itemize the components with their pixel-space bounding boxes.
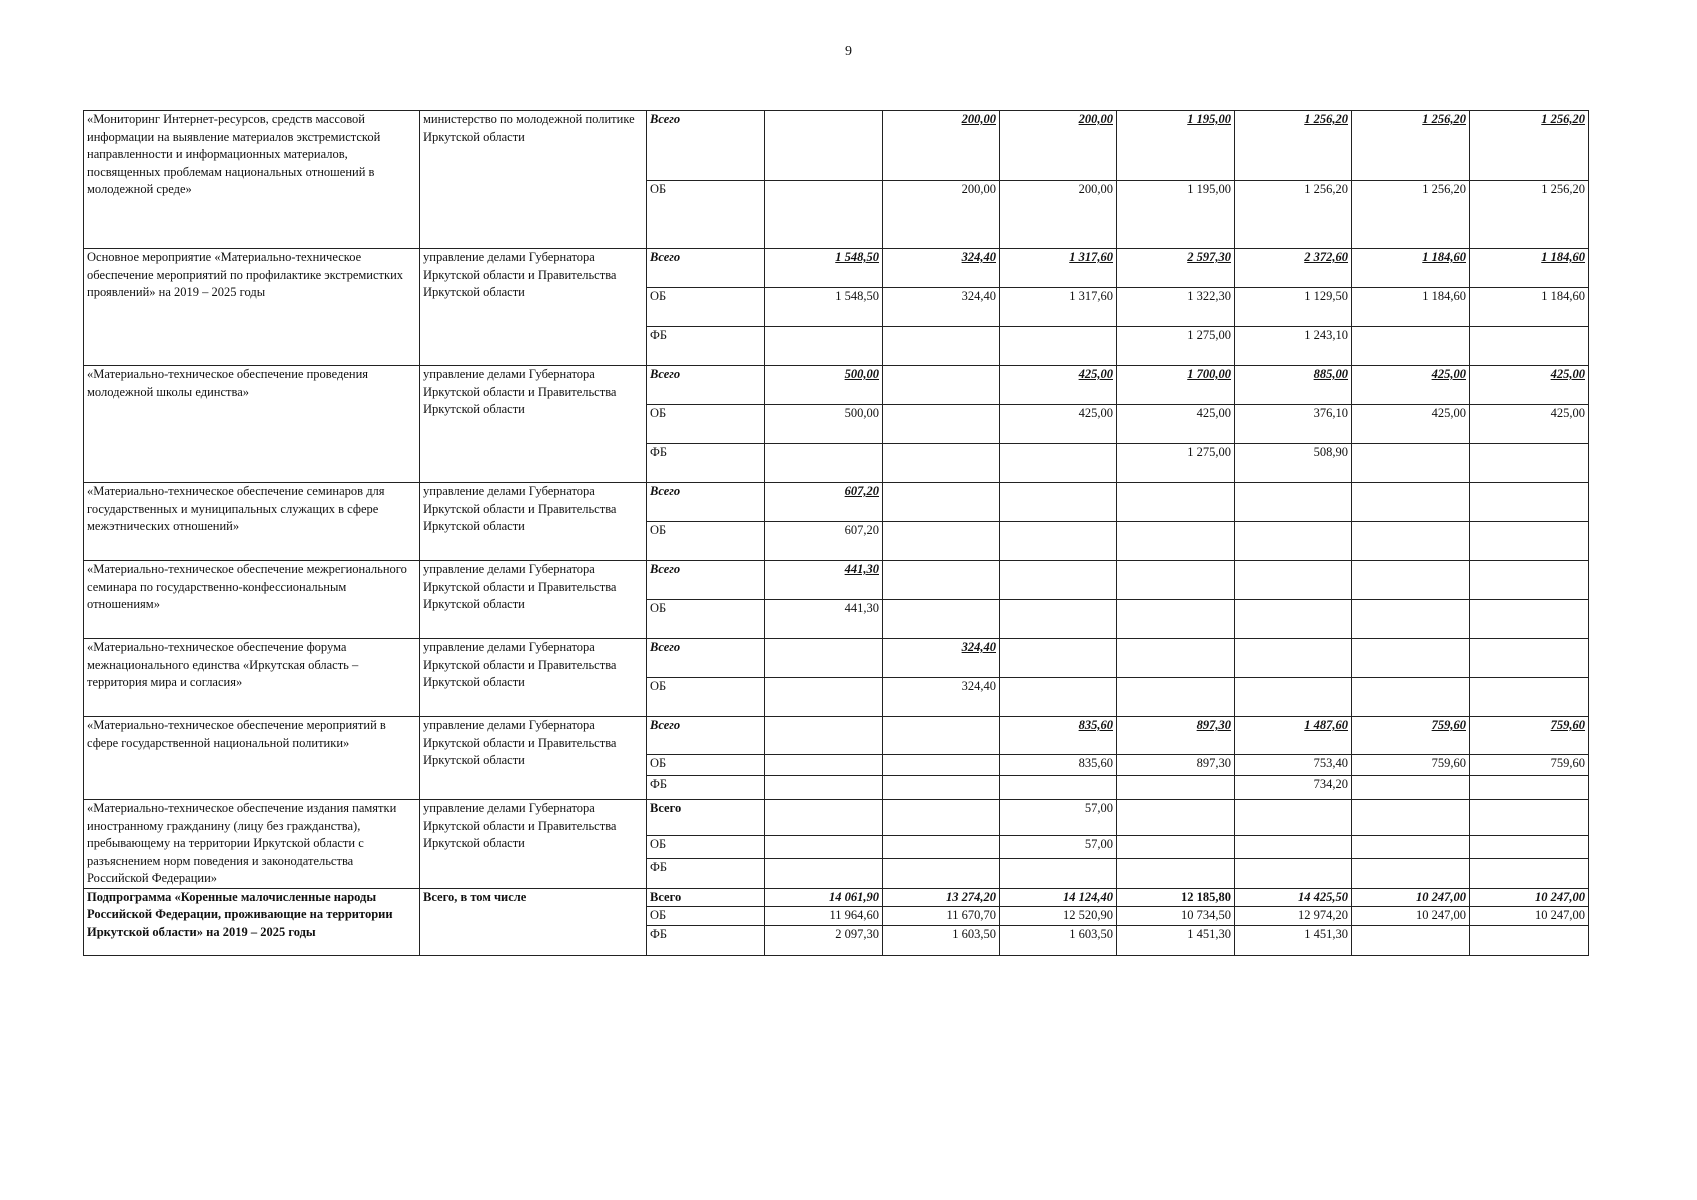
amount-cell <box>765 800 883 836</box>
amount-cell <box>1352 327 1470 366</box>
executor: управление делами Губернатора Иркутской области и Правительства Иркутской области <box>420 800 647 889</box>
amount-cell <box>1470 836 1589 858</box>
amount-cell <box>1235 483 1352 522</box>
amount-cell: 57,00 <box>1000 800 1117 836</box>
table-row <box>84 561 1589 600</box>
amount-cell: 200,00 <box>1000 181 1117 249</box>
amount-cell <box>1000 858 1117 888</box>
page-number: 9 <box>845 44 852 59</box>
amount-value: 500,00 <box>844 367 879 381</box>
amount-cell <box>1235 561 1352 600</box>
amount-cell: 425,00 <box>1000 405 1117 444</box>
amount-cell: 607,20 <box>765 522 883 561</box>
amount-cell <box>1352 776 1470 800</box>
amount-cell <box>883 111 1000 181</box>
amount-cell <box>1470 444 1589 483</box>
amount-value: 425,00 <box>1078 367 1113 381</box>
funding-source: ОБ <box>647 181 765 249</box>
funding-source: Всего <box>647 717 765 755</box>
amount-cell: 753,40 <box>1235 755 1352 776</box>
amount-cell: 759,60 <box>1352 755 1470 776</box>
measure-name: «Материально-техническое обеспечение семинаров для государственных и муниципальных служащих в сфере межэтнических отношений» <box>84 483 420 561</box>
amount-cell <box>1352 600 1470 639</box>
funding-source: Всего <box>647 561 765 600</box>
funding-source: Всего <box>647 249 765 288</box>
amount-cell <box>1470 483 1589 522</box>
amount-cell <box>883 249 1000 288</box>
amount-cell <box>1117 366 1235 405</box>
amount-value: 1 184,60 <box>1541 250 1585 264</box>
amount-cell <box>765 776 883 800</box>
amount-cell: 10 247,00 <box>1470 888 1589 907</box>
amount-value: 1 195,00 <box>1187 112 1231 126</box>
amount-cell <box>1470 600 1589 639</box>
amount-value: 759,60 <box>1431 718 1466 732</box>
table-body <box>84 111 1589 956</box>
funding-source: ФБ <box>647 858 765 888</box>
amount-cell <box>765 678 883 717</box>
amount-cell: 2 097,30 <box>765 925 883 955</box>
funding-source: Всего <box>647 111 765 181</box>
amount-cell <box>1235 717 1352 755</box>
amount-cell: 1 275,00 <box>1117 327 1235 366</box>
amount-cell: 441,30 <box>765 600 883 639</box>
amount-cell <box>1117 858 1235 888</box>
amount-cell <box>883 483 1000 522</box>
amount-cell: 1 256,20 <box>1352 181 1470 249</box>
amount-cell <box>765 639 883 678</box>
amount-cell: 14 124,40 <box>1000 888 1117 907</box>
amount-value: 885,00 <box>1313 367 1348 381</box>
amount-cell <box>1352 858 1470 888</box>
amount-cell <box>1235 639 1352 678</box>
executor: министерство по молодежной политике Иркутской области <box>420 111 647 249</box>
amount-cell: 1 317,60 <box>1000 288 1117 327</box>
amount-cell <box>883 405 1000 444</box>
funding-source: ОБ <box>647 907 765 926</box>
amount-cell <box>883 755 1000 776</box>
amount-cell <box>765 483 883 522</box>
measure-name: «Материально-техническое обеспечение проведения молодежной школы единства» <box>84 366 420 483</box>
amount-cell <box>1235 800 1352 836</box>
amount-cell: 500,00 <box>765 405 883 444</box>
funding-source: Всего <box>647 483 765 522</box>
funding-source: ОБ <box>647 288 765 327</box>
amount-cell <box>1000 561 1117 600</box>
amount-cell <box>1352 366 1470 405</box>
amount-cell <box>765 249 883 288</box>
amount-cell: 376,10 <box>1235 405 1352 444</box>
funding-source: Всего <box>647 366 765 405</box>
amount-cell: 13 274,20 <box>883 888 1000 907</box>
amount-cell: 1 256,20 <box>1470 181 1589 249</box>
executor: управление делами Губернатора Иркутской области и Правительства Иркутской области <box>420 717 647 800</box>
amount-cell <box>1352 522 1470 561</box>
executor: управление делами Губернатора Иркутской области и Правительства Иркутской области <box>420 249 647 366</box>
amount-cell <box>883 858 1000 888</box>
amount-cell <box>1000 366 1117 405</box>
amount-cell <box>1470 858 1589 888</box>
amount-value: 425,00 <box>1431 367 1466 381</box>
funding-source: ОБ <box>647 405 765 444</box>
amount-cell <box>1352 800 1470 836</box>
amount-value: 1 256,20 <box>1422 112 1466 126</box>
amount-value: 835,60 <box>1078 718 1113 732</box>
amount-cell <box>1352 717 1470 755</box>
amount-value: 2 372,60 <box>1304 250 1348 264</box>
amount-cell: 10 247,00 <box>1352 888 1470 907</box>
amount-cell <box>1000 600 1117 639</box>
amount-value: 324,40 <box>961 640 996 654</box>
amount-cell <box>883 561 1000 600</box>
amount-cell <box>883 639 1000 678</box>
amount-cell: 759,60 <box>1470 755 1589 776</box>
amount-cell <box>1235 836 1352 858</box>
amount-value: 1 256,20 <box>1541 112 1585 126</box>
amount-cell <box>1352 836 1470 858</box>
funding-source: ОБ <box>647 600 765 639</box>
amount-cell: 425,00 <box>1470 405 1589 444</box>
table-row <box>84 249 1589 288</box>
amount-value: 324,40 <box>961 250 996 264</box>
funding-source: ФБ <box>647 444 765 483</box>
amount-cell: 897,30 <box>1117 755 1235 776</box>
amount-cell <box>1352 111 1470 181</box>
funding-source: Всего <box>647 639 765 678</box>
amount-cell <box>765 181 883 249</box>
executor: Всего, в том числе <box>420 888 647 955</box>
funding-source: Всего <box>647 800 765 836</box>
amount-value: 607,20 <box>844 484 879 498</box>
amount-cell: 12 185,80 <box>1117 888 1235 907</box>
amount-cell <box>1000 444 1117 483</box>
amount-cell <box>1352 678 1470 717</box>
amount-cell: 57,00 <box>1000 836 1117 858</box>
amount-cell <box>883 366 1000 405</box>
table-row <box>84 366 1589 405</box>
amount-cell <box>1000 678 1117 717</box>
amount-cell: 1 275,00 <box>1117 444 1235 483</box>
amount-value: 1 184,60 <box>1422 250 1466 264</box>
measure-name: Основное мероприятие «Материально-техническое обеспечение мероприятий по профилактике экстремистких проявлений» на 2019 – 2025 годы <box>84 249 420 366</box>
amount-cell <box>1235 678 1352 717</box>
amount-cell <box>1352 925 1470 955</box>
amount-cell <box>765 561 883 600</box>
amount-cell: 1 184,60 <box>1352 288 1470 327</box>
amount-cell <box>1117 111 1235 181</box>
amount-cell <box>1470 925 1589 955</box>
amount-cell: 734,20 <box>1235 776 1352 800</box>
funding-source: Всего <box>647 888 765 907</box>
table-row <box>84 111 1589 181</box>
amount-cell <box>1470 678 1589 717</box>
amount-cell <box>1470 776 1589 800</box>
amount-cell <box>1235 249 1352 288</box>
funding-source: ОБ <box>647 755 765 776</box>
amount-cell <box>765 444 883 483</box>
amount-cell <box>1470 111 1589 181</box>
amount-cell <box>1117 600 1235 639</box>
amount-cell <box>1470 249 1589 288</box>
amount-cell: 508,90 <box>1235 444 1352 483</box>
amount-cell <box>1117 678 1235 717</box>
amount-cell <box>883 600 1000 639</box>
amount-cell: 1 603,50 <box>883 925 1000 955</box>
amount-cell: 200,00 <box>883 181 1000 249</box>
table-row <box>84 717 1589 755</box>
amount-cell: 11 964,60 <box>765 907 883 926</box>
amount-cell <box>883 444 1000 483</box>
executor: управление делами Губернатора Иркутской области и Правительства Иркутской области <box>420 366 647 483</box>
amount-value: 200,00 <box>961 112 996 126</box>
amount-cell <box>1352 444 1470 483</box>
amount-cell <box>1352 249 1470 288</box>
amount-cell <box>765 858 883 888</box>
amount-cell <box>1470 327 1589 366</box>
amount-cell: 1 256,20 <box>1235 181 1352 249</box>
amount-value: 441,30 <box>844 562 879 576</box>
amount-cell <box>765 327 883 366</box>
amount-cell <box>1117 249 1235 288</box>
amount-cell <box>1352 561 1470 600</box>
amount-cell <box>1117 483 1235 522</box>
amount-cell: 1 451,30 <box>1235 925 1352 955</box>
amount-value: 2 597,30 <box>1187 250 1231 264</box>
amount-cell <box>1000 111 1117 181</box>
amount-cell <box>1470 717 1589 755</box>
amount-cell <box>1000 776 1117 800</box>
amount-value: 200,00 <box>1078 112 1113 126</box>
amount-cell <box>883 836 1000 858</box>
measure-name: «Материально-техническое обеспечение форума межнационального единства «Иркутская область – территория мира и согласия» <box>84 639 420 717</box>
amount-cell <box>765 755 883 776</box>
amount-cell <box>1117 717 1235 755</box>
amount-cell: 1 603,50 <box>1000 925 1117 955</box>
amount-cell: 10 734,50 <box>1117 907 1235 926</box>
amount-cell: 12 520,90 <box>1000 907 1117 926</box>
amount-cell <box>1000 327 1117 366</box>
amount-cell <box>883 800 1000 836</box>
executor: управление делами Губернатора Иркутской области и Правительства Иркутской области <box>420 639 647 717</box>
amount-cell: 10 247,00 <box>1352 907 1470 926</box>
amount-value: 1 256,20 <box>1304 112 1348 126</box>
amount-cell <box>1000 522 1117 561</box>
amount-value: 1 548,50 <box>835 250 879 264</box>
amount-cell: 324,40 <box>883 288 1000 327</box>
funding-source: ОБ <box>647 678 765 717</box>
amount-value: 1 487,60 <box>1304 718 1348 732</box>
funding-source: ФБ <box>647 776 765 800</box>
measure-name: «Материально-техническое обеспечение межрегионального семинара по государственно-конфессиональным отношениям» <box>84 561 420 639</box>
amount-cell: 1 243,10 <box>1235 327 1352 366</box>
amount-cell: 10 247,00 <box>1470 907 1589 926</box>
amount-cell <box>765 111 883 181</box>
amount-cell <box>1235 522 1352 561</box>
amount-cell <box>1117 776 1235 800</box>
amount-value: 1 700,00 <box>1187 367 1231 381</box>
measure-name: «Материально-техническое обеспечение издания памятки иностранному гражданину (лицу без гражданства), пребывающему на территории Иркутской области с разъяснением норм поведения и законодательства Российской Федерации» <box>84 800 420 889</box>
amount-cell <box>1352 483 1470 522</box>
amount-cell <box>883 327 1000 366</box>
amount-cell <box>1117 800 1235 836</box>
amount-value: 897,30 <box>1196 718 1231 732</box>
amount-cell: 1 195,00 <box>1117 181 1235 249</box>
amount-cell <box>1117 522 1235 561</box>
amount-cell: 1 129,50 <box>1235 288 1352 327</box>
measure-name: «Материально-техническое обеспечение мероприятий в сфере государственной национальной политики» <box>84 717 420 800</box>
funding-source: ОБ <box>647 836 765 858</box>
table-row <box>84 483 1589 522</box>
amount-cell <box>1470 800 1589 836</box>
amount-cell: 11 670,70 <box>883 907 1000 926</box>
table-row <box>84 888 1589 907</box>
amount-cell <box>1470 561 1589 600</box>
amount-cell <box>1235 600 1352 639</box>
amount-value: 425,00 <box>1550 367 1585 381</box>
amount-cell <box>883 776 1000 800</box>
executor: управление делами Губернатора Иркутской области и Правительства Иркутской области <box>420 561 647 639</box>
funding-source: ФБ <box>647 327 765 366</box>
measure-name: «Мониторинг Интернет-ресурсов, средств массовой информации на выявление материалов экстремистской направленности и информационных материалов, посвященных проблемам национальных отношений в молодежной среде» <box>84 111 420 249</box>
executor: управление делами Губернатора Иркутской области и Правительства Иркутской области <box>420 483 647 561</box>
amount-cell <box>1352 639 1470 678</box>
amount-value: 759,60 <box>1550 718 1585 732</box>
amount-cell <box>1117 561 1235 600</box>
amount-cell <box>1000 717 1117 755</box>
measure-name: Подпрограмма «Коренные малочисленные народы Российской Федерации, проживающие на территории Иркутской области» на 2019 – 2025 годы <box>84 888 420 955</box>
amount-cell <box>1470 639 1589 678</box>
amount-cell <box>883 717 1000 755</box>
funding-source: ФБ <box>647 925 765 955</box>
amount-cell <box>1117 836 1235 858</box>
amount-value: 1 317,60 <box>1069 250 1113 264</box>
amount-cell: 1 184,60 <box>1470 288 1589 327</box>
amount-cell <box>765 717 883 755</box>
amount-cell <box>765 366 883 405</box>
amount-cell <box>1235 858 1352 888</box>
amount-cell <box>883 522 1000 561</box>
amount-cell <box>1470 522 1589 561</box>
amount-cell <box>1117 639 1235 678</box>
amount-cell <box>765 836 883 858</box>
amount-cell: 1 322,30 <box>1117 288 1235 327</box>
amount-cell: 1 451,30 <box>1117 925 1235 955</box>
amount-cell <box>1235 111 1352 181</box>
amount-cell: 425,00 <box>1352 405 1470 444</box>
amount-cell <box>1000 483 1117 522</box>
amount-cell: 14 425,50 <box>1235 888 1352 907</box>
amount-cell: 12 974,20 <box>1235 907 1352 926</box>
amount-cell <box>1470 366 1589 405</box>
table-row <box>84 800 1589 836</box>
amount-cell: 1 548,50 <box>765 288 883 327</box>
table-row <box>84 639 1589 678</box>
amount-cell <box>1000 639 1117 678</box>
funding-source: ОБ <box>647 522 765 561</box>
amount-cell: 835,60 <box>1000 755 1117 776</box>
budget-table <box>83 110 1589 956</box>
amount-cell <box>1235 366 1352 405</box>
amount-cell: 425,00 <box>1117 405 1235 444</box>
amount-cell <box>1000 249 1117 288</box>
amount-cell: 14 061,90 <box>765 888 883 907</box>
amount-cell: 324,40 <box>883 678 1000 717</box>
